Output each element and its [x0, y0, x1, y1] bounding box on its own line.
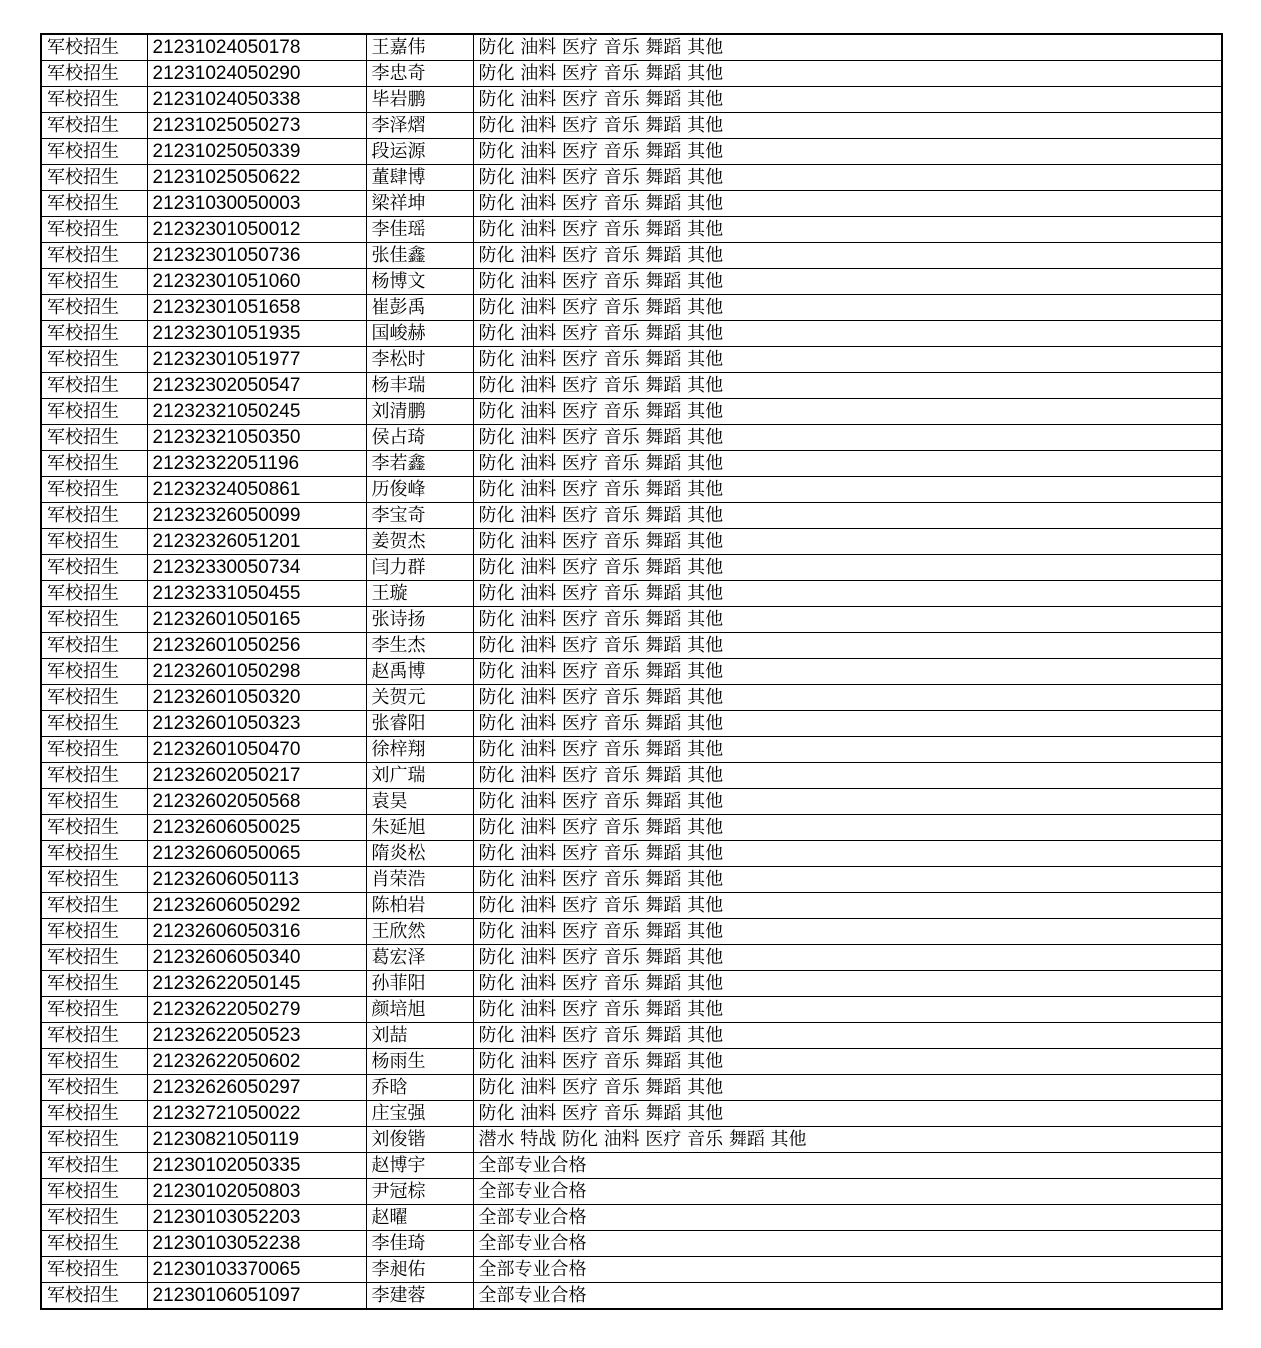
student-name-cell: 刘喆	[366, 1023, 473, 1049]
student-name-cell: 杨博文	[366, 269, 473, 295]
table-row	[41, 867, 1222, 893]
category-cell: 军校招生	[41, 789, 147, 815]
category-cell: 军校招生	[41, 1205, 147, 1231]
exam-id-cell: 21232601050323	[147, 711, 366, 737]
qualified-majors-cell: 防化 油料 医疗 音乐 舞蹈 其他	[473, 1049, 1222, 1075]
table-row	[41, 295, 1222, 321]
qualified-majors-cell: 防化 油料 医疗 音乐 舞蹈 其他	[473, 919, 1222, 945]
category-cell: 军校招生	[41, 87, 147, 113]
table-row	[41, 555, 1222, 581]
category-cell: 军校招生	[41, 34, 147, 61]
category-cell: 军校招生	[41, 997, 147, 1023]
category-cell: 军校招生	[41, 1023, 147, 1049]
student-name-cell: 李松时	[366, 347, 473, 373]
category-cell: 军校招生	[41, 893, 147, 919]
table-row	[41, 633, 1222, 659]
exam-id-cell: 21232606050292	[147, 893, 366, 919]
category-cell: 军校招生	[41, 1257, 147, 1283]
student-name-cell: 杨雨生	[366, 1049, 473, 1075]
student-name-cell: 侯占琦	[366, 425, 473, 451]
category-cell: 军校招生	[41, 529, 147, 555]
category-cell: 军校招生	[41, 217, 147, 243]
category-cell: 军校招生	[41, 113, 147, 139]
qualified-majors-cell: 防化 油料 医疗 音乐 舞蹈 其他	[473, 503, 1222, 529]
category-cell: 军校招生	[41, 477, 147, 503]
student-name-cell: 刘清鹏	[366, 399, 473, 425]
exam-id-cell: 21232326051201	[147, 529, 366, 555]
qualified-majors-cell: 防化 油料 医疗 音乐 舞蹈 其他	[473, 295, 1222, 321]
student-name-cell: 朱延旭	[366, 815, 473, 841]
qualified-majors-cell: 全部专业合格	[473, 1205, 1222, 1231]
student-name-cell: 李忠奇	[366, 61, 473, 87]
category-cell: 军校招生	[41, 867, 147, 893]
table-row	[41, 477, 1222, 503]
student-name-cell: 张诗扬	[366, 607, 473, 633]
exam-id-cell: 21230821050119	[147, 1127, 366, 1153]
category-cell: 军校招生	[41, 451, 147, 477]
student-name-cell: 赵曜	[366, 1205, 473, 1231]
qualified-majors-cell: 防化 油料 医疗 音乐 舞蹈 其他	[473, 711, 1222, 737]
student-name-cell: 董肆博	[366, 165, 473, 191]
table-row	[41, 1101, 1222, 1127]
student-name-cell: 张佳鑫	[366, 243, 473, 269]
qualified-majors-cell: 防化 油料 医疗 音乐 舞蹈 其他	[473, 165, 1222, 191]
qualified-majors-cell: 防化 油料 医疗 音乐 舞蹈 其他	[473, 841, 1222, 867]
exam-id-cell: 21232622050523	[147, 1023, 366, 1049]
student-name-cell: 梁祥坤	[366, 191, 473, 217]
category-cell: 军校招生	[41, 191, 147, 217]
student-name-cell: 闫力群	[366, 555, 473, 581]
table-row	[41, 685, 1222, 711]
qualified-majors-cell: 防化 油料 医疗 音乐 舞蹈 其他	[473, 737, 1222, 763]
qualified-majors-cell: 防化 油料 医疗 音乐 舞蹈 其他	[473, 321, 1222, 347]
exam-id-cell: 21232331050455	[147, 581, 366, 607]
exam-id-cell: 21231024050178	[147, 34, 366, 61]
exam-id-cell: 21232301050736	[147, 243, 366, 269]
qualified-majors-cell: 防化 油料 医疗 音乐 舞蹈 其他	[473, 477, 1222, 503]
qualified-majors-cell: 全部专业合格	[473, 1283, 1222, 1310]
exam-id-cell: 21231030050003	[147, 191, 366, 217]
student-name-cell: 袁昊	[366, 789, 473, 815]
exam-id-cell: 21231025050622	[147, 165, 366, 191]
exam-id-cell: 21232721050022	[147, 1101, 366, 1127]
student-name-cell: 隋炎松	[366, 841, 473, 867]
table-row	[41, 1179, 1222, 1205]
exam-id-cell: 21230103052203	[147, 1205, 366, 1231]
student-name-cell: 赵禹博	[366, 659, 473, 685]
category-cell: 军校招生	[41, 841, 147, 867]
category-cell: 军校招生	[41, 373, 147, 399]
qualified-majors-cell: 防化 油料 医疗 音乐 舞蹈 其他	[473, 607, 1222, 633]
exam-id-cell: 21231024050290	[147, 61, 366, 87]
student-name-cell: 杨丰瑞	[366, 373, 473, 399]
student-name-cell: 赵博宇	[366, 1153, 473, 1179]
table-row	[41, 1023, 1222, 1049]
qualified-majors-cell: 防化 油料 医疗 音乐 舞蹈 其他	[473, 997, 1222, 1023]
exam-id-cell: 21232606050340	[147, 945, 366, 971]
qualified-majors-cell: 防化 油料 医疗 音乐 舞蹈 其他	[473, 1101, 1222, 1127]
student-name-cell: 李生杰	[366, 633, 473, 659]
student-name-cell: 徐梓翔	[366, 737, 473, 763]
student-name-cell: 关贺元	[366, 685, 473, 711]
table-row	[41, 347, 1222, 373]
table-row	[41, 425, 1222, 451]
exam-id-cell: 21232606050025	[147, 815, 366, 841]
exam-id-cell: 21230102050335	[147, 1153, 366, 1179]
exam-id-cell: 21232322051196	[147, 451, 366, 477]
table-row	[41, 87, 1222, 113]
table-row	[41, 789, 1222, 815]
table-row	[41, 269, 1222, 295]
student-name-cell: 葛宏泽	[366, 945, 473, 971]
table-row	[41, 659, 1222, 685]
qualified-majors-cell: 全部专业合格	[473, 1231, 1222, 1257]
table-row	[41, 373, 1222, 399]
table-row	[41, 711, 1222, 737]
exam-id-cell: 21232622050145	[147, 971, 366, 997]
table-row	[41, 399, 1222, 425]
qualified-majors-cell: 防化 油料 医疗 音乐 舞蹈 其他	[473, 373, 1222, 399]
student-name-cell: 李佳琦	[366, 1231, 473, 1257]
student-name-cell: 王欣然	[366, 919, 473, 945]
qualified-majors-cell: 全部专业合格	[473, 1257, 1222, 1283]
exam-id-cell: 21230106051097	[147, 1283, 366, 1310]
category-cell: 军校招生	[41, 1231, 147, 1257]
student-name-cell: 国峻赫	[366, 321, 473, 347]
table-row	[41, 451, 1222, 477]
category-cell: 军校招生	[41, 165, 147, 191]
table-row	[41, 581, 1222, 607]
student-name-cell: 李若鑫	[366, 451, 473, 477]
table-row	[41, 971, 1222, 997]
exam-id-cell: 21232606050113	[147, 867, 366, 893]
exam-id-cell: 21232601050470	[147, 737, 366, 763]
student-name-cell: 肖荣浩	[366, 867, 473, 893]
student-name-cell: 李佳瑶	[366, 217, 473, 243]
exam-id-cell: 21232321050350	[147, 425, 366, 451]
qualified-majors-cell: 防化 油料 医疗 音乐 舞蹈 其他	[473, 633, 1222, 659]
qualified-majors-cell: 防化 油料 医疗 音乐 舞蹈 其他	[473, 347, 1222, 373]
category-cell: 军校招生	[41, 763, 147, 789]
category-cell: 军校招生	[41, 1075, 147, 1101]
table-row	[41, 34, 1222, 61]
student-name-cell: 李建蓉	[366, 1283, 473, 1310]
table-row	[41, 113, 1222, 139]
table-row	[41, 61, 1222, 87]
table-row	[41, 763, 1222, 789]
student-name-cell: 王嘉伟	[366, 34, 473, 61]
student-name-cell: 李宝奇	[366, 503, 473, 529]
student-name-cell: 李昶佑	[366, 1257, 473, 1283]
category-cell: 军校招生	[41, 61, 147, 87]
category-cell: 军校招生	[41, 243, 147, 269]
exam-id-cell: 21232301051977	[147, 347, 366, 373]
student-name-cell: 毕岩鹏	[366, 87, 473, 113]
category-cell: 军校招生	[41, 685, 147, 711]
qualified-majors-cell: 防化 油料 医疗 音乐 舞蹈 其他	[473, 113, 1222, 139]
table-row	[41, 529, 1222, 555]
qualified-majors-cell: 防化 油料 医疗 音乐 舞蹈 其他	[473, 191, 1222, 217]
table-row	[41, 139, 1222, 165]
exam-id-cell: 21230103370065	[147, 1257, 366, 1283]
qualified-majors-cell: 防化 油料 医疗 音乐 舞蹈 其他	[473, 87, 1222, 113]
table-row	[41, 1075, 1222, 1101]
exam-id-cell: 21232326050099	[147, 503, 366, 529]
category-cell: 军校招生	[41, 555, 147, 581]
table-row	[41, 1283, 1222, 1310]
results-table	[40, 33, 1223, 1310]
table-row	[41, 191, 1222, 217]
qualified-majors-cell: 防化 油料 医疗 音乐 舞蹈 其他	[473, 269, 1222, 295]
table-row	[41, 841, 1222, 867]
exam-id-cell: 21231025050273	[147, 113, 366, 139]
table-row	[41, 893, 1222, 919]
qualified-majors-cell: 防化 油料 医疗 音乐 舞蹈 其他	[473, 34, 1222, 61]
qualified-majors-cell: 防化 油料 医疗 音乐 舞蹈 其他	[473, 815, 1222, 841]
category-cell: 军校招生	[41, 269, 147, 295]
exam-id-cell: 21232324050861	[147, 477, 366, 503]
category-cell: 军校招生	[41, 971, 147, 997]
student-name-cell: 陈柏岩	[366, 893, 473, 919]
exam-id-cell: 21232601050320	[147, 685, 366, 711]
exam-id-cell: 21232602050217	[147, 763, 366, 789]
category-cell: 军校招生	[41, 945, 147, 971]
qualified-majors-cell: 防化 油料 医疗 音乐 舞蹈 其他	[473, 789, 1222, 815]
qualified-majors-cell: 防化 油料 医疗 音乐 舞蹈 其他	[473, 763, 1222, 789]
table-row	[41, 1153, 1222, 1179]
category-cell: 军校招生	[41, 1283, 147, 1310]
exam-id-cell: 21232606050065	[147, 841, 366, 867]
category-cell: 军校招生	[41, 139, 147, 165]
qualified-majors-cell: 防化 油料 医疗 音乐 舞蹈 其他	[473, 685, 1222, 711]
qualified-majors-cell: 防化 油料 医疗 音乐 舞蹈 其他	[473, 555, 1222, 581]
student-name-cell: 张睿阳	[366, 711, 473, 737]
qualified-majors-cell: 防化 油料 医疗 音乐 舞蹈 其他	[473, 243, 1222, 269]
table-row	[41, 321, 1222, 347]
exam-id-cell: 21231024050338	[147, 87, 366, 113]
qualified-majors-cell: 防化 油料 医疗 音乐 舞蹈 其他	[473, 399, 1222, 425]
student-name-cell: 乔晗	[366, 1075, 473, 1101]
student-name-cell: 段运源	[366, 139, 473, 165]
student-name-cell: 李泽熠	[366, 113, 473, 139]
student-name-cell: 姜贺杰	[366, 529, 473, 555]
table-row	[41, 1049, 1222, 1075]
exam-id-cell: 21232606050316	[147, 919, 366, 945]
category-cell: 军校招生	[41, 347, 147, 373]
qualified-majors-cell: 防化 油料 医疗 音乐 舞蹈 其他	[473, 425, 1222, 451]
exam-id-cell: 21232601050298	[147, 659, 366, 685]
student-name-cell: 刘广瑞	[366, 763, 473, 789]
table-row	[41, 217, 1222, 243]
table-row	[41, 243, 1222, 269]
category-cell: 军校招生	[41, 399, 147, 425]
qualified-majors-cell: 潜水 特战 防化 油料 医疗 音乐 舞蹈 其他	[473, 1127, 1222, 1153]
student-name-cell: 孙菲阳	[366, 971, 473, 997]
category-cell: 军校招生	[41, 711, 147, 737]
exam-id-cell: 21232601050256	[147, 633, 366, 659]
exam-id-cell: 21232301050012	[147, 217, 366, 243]
student-name-cell: 尹冠棕	[366, 1179, 473, 1205]
exam-id-cell: 21232622050602	[147, 1049, 366, 1075]
category-cell: 军校招生	[41, 1101, 147, 1127]
exam-id-cell: 21232301051658	[147, 295, 366, 321]
table-row	[41, 607, 1222, 633]
category-cell: 军校招生	[41, 815, 147, 841]
category-cell: 军校招生	[41, 633, 147, 659]
student-name-cell: 庄宝强	[366, 1101, 473, 1127]
table-row	[41, 165, 1222, 191]
qualified-majors-cell: 防化 油料 医疗 音乐 舞蹈 其他	[473, 893, 1222, 919]
table-row	[41, 1257, 1222, 1283]
category-cell: 军校招生	[41, 1179, 147, 1205]
category-cell: 军校招生	[41, 1153, 147, 1179]
table-row	[41, 919, 1222, 945]
category-cell: 军校招生	[41, 607, 147, 633]
category-cell: 军校招生	[41, 1049, 147, 1075]
qualified-majors-cell: 防化 油料 医疗 音乐 舞蹈 其他	[473, 61, 1222, 87]
category-cell: 军校招生	[41, 919, 147, 945]
category-cell: 军校招生	[41, 503, 147, 529]
student-name-cell: 历俊峰	[366, 477, 473, 503]
table-row	[41, 815, 1222, 841]
qualified-majors-cell: 防化 油料 医疗 音乐 舞蹈 其他	[473, 971, 1222, 997]
table-row	[41, 737, 1222, 763]
qualified-majors-cell: 防化 油料 医疗 音乐 舞蹈 其他	[473, 1023, 1222, 1049]
student-name-cell: 刘俊锴	[366, 1127, 473, 1153]
qualified-majors-cell: 防化 油料 医疗 音乐 舞蹈 其他	[473, 867, 1222, 893]
qualified-majors-cell: 防化 油料 医疗 音乐 舞蹈 其他	[473, 217, 1222, 243]
qualified-majors-cell: 防化 油料 医疗 音乐 舞蹈 其他	[473, 1075, 1222, 1101]
table-row	[41, 1231, 1222, 1257]
qualified-majors-cell: 防化 油料 医疗 音乐 舞蹈 其他	[473, 659, 1222, 685]
category-cell: 军校招生	[41, 295, 147, 321]
exam-id-cell: 21230102050803	[147, 1179, 366, 1205]
exam-id-cell: 21232301051060	[147, 269, 366, 295]
exam-id-cell: 21230103052238	[147, 1231, 366, 1257]
student-name-cell: 崔彭禹	[366, 295, 473, 321]
student-name-cell: 颜培旭	[366, 997, 473, 1023]
table-row	[41, 503, 1222, 529]
qualified-majors-cell: 防化 油料 医疗 音乐 舞蹈 其他	[473, 529, 1222, 555]
table-row	[41, 997, 1222, 1023]
qualified-majors-cell: 防化 油料 医疗 音乐 舞蹈 其他	[473, 139, 1222, 165]
exam-id-cell: 21232622050279	[147, 997, 366, 1023]
qualified-majors-cell: 防化 油料 医疗 音乐 舞蹈 其他	[473, 945, 1222, 971]
exam-id-cell: 21232602050568	[147, 789, 366, 815]
exam-id-cell: 21232601050165	[147, 607, 366, 633]
results-table-body	[41, 34, 1222, 1309]
exam-id-cell: 21232330050734	[147, 555, 366, 581]
category-cell: 军校招生	[41, 737, 147, 763]
category-cell: 军校招生	[41, 1127, 147, 1153]
table-row	[41, 945, 1222, 971]
table-row	[41, 1205, 1222, 1231]
exam-id-cell: 21232321050245	[147, 399, 366, 425]
category-cell: 军校招生	[41, 659, 147, 685]
qualified-majors-cell: 全部专业合格	[473, 1153, 1222, 1179]
category-cell: 军校招生	[41, 425, 147, 451]
exam-id-cell: 21232301051935	[147, 321, 366, 347]
exam-id-cell: 21232302050547	[147, 373, 366, 399]
qualified-majors-cell: 防化 油料 医疗 音乐 舞蹈 其他	[473, 451, 1222, 477]
category-cell: 军校招生	[41, 581, 147, 607]
qualified-majors-cell: 全部专业合格	[473, 1179, 1222, 1205]
exam-id-cell: 21231025050339	[147, 139, 366, 165]
qualified-majors-cell: 防化 油料 医疗 音乐 舞蹈 其他	[473, 581, 1222, 607]
student-name-cell: 王璇	[366, 581, 473, 607]
category-cell: 军校招生	[41, 321, 147, 347]
exam-id-cell: 21232626050297	[147, 1075, 366, 1101]
table-row	[41, 1127, 1222, 1153]
